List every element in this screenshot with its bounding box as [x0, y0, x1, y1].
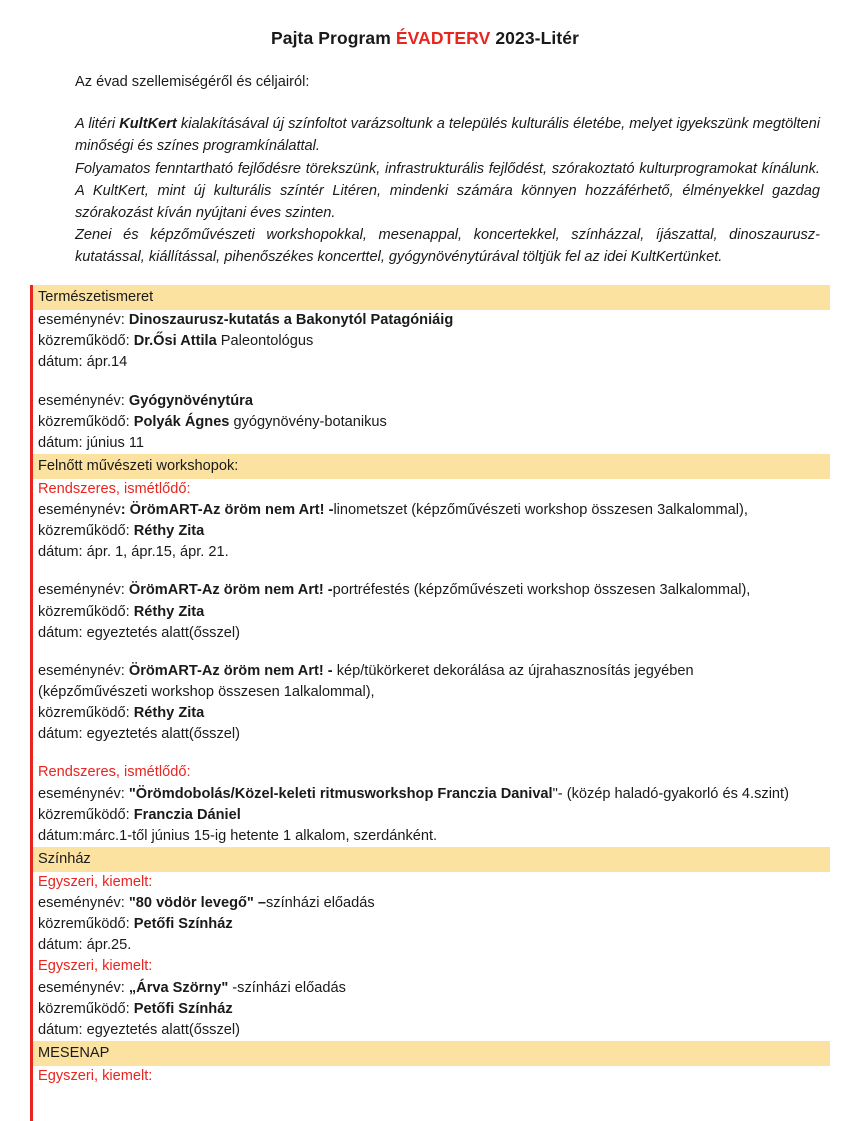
subheading-recurring: Rendszeres, ismétlődő:	[38, 480, 191, 497]
title-part-1: Pajta Program	[270, 28, 396, 48]
event-name-continuation: (képzőművészeti workshop összesen 1alkalommal),	[38, 684, 375, 700]
event-name-label: eseménynév:	[38, 312, 129, 329]
event-name-value: ÖrömART-Az öröm nem Art! -	[128, 582, 333, 599]
event-name-detail: "- (közép haladó-gyakorló és 4.szint)	[552, 785, 789, 802]
event-date-row: dátum: egyeztetés alatt(ősszel)	[38, 726, 240, 743]
event-name-label: eseménynév:	[38, 392, 129, 409]
event-date-row: dátum: ápr.25.	[38, 937, 132, 954]
event-name-label: eseménynév:	[38, 662, 129, 679]
event-name-value: "Örömdobolás/Közel-keleti ritmusworkshop Franczia Danival	[128, 785, 553, 802]
event-name-row	[38, 391, 830, 412]
event-name-row	[38, 500, 830, 521]
section-header-mesenap: MESENAP	[33, 1041, 830, 1066]
section-body-workshopok	[33, 479, 830, 847]
event-date-row: dátum:márc.1-től június 15-ig hetente 1 alkalom, szerdánként.	[38, 827, 438, 844]
subheading-single: Egyszeri, kiemelt:	[38, 958, 153, 975]
event-performer-value: Réthy Zita	[133, 705, 205, 722]
event-performer-row	[38, 914, 830, 935]
subheading-single: Egyszeri, kiemelt:	[38, 873, 153, 890]
intro-p1-bold: KultKert	[119, 116, 177, 133]
row-spacer	[38, 374, 830, 391]
event-name-value: Gyógynövénytúra	[128, 392, 253, 409]
subheading-single: Egyszeri, kiemelt:	[38, 1067, 153, 1084]
event-performer-row	[38, 703, 830, 724]
event-performer-value: Franczia Dániel	[133, 806, 241, 823]
section-header-szinhaz: Színház	[33, 847, 830, 872]
event-name-detail: kép/tükörkeret dekorálása az újrahasznosítás jegyében	[336, 662, 694, 679]
event-name-label: eseménynév	[38, 501, 121, 518]
event-date-row: dátum: egyeztetés alatt(ősszel)	[38, 624, 240, 641]
section-header-termeszetismeret: Természetismeret	[33, 285, 830, 310]
event-name-value: "80 vödör levegő" –	[128, 894, 266, 911]
subheading-recurring: Rendszeres, ismétlődő:	[38, 764, 191, 781]
row-spacer	[38, 563, 830, 580]
event-date-row: dátum: ápr.14	[38, 354, 128, 371]
event-date-row: dátum: június 11	[38, 434, 145, 451]
event-performer-label: közreműködő:	[38, 413, 134, 430]
event-name-value: : ÖrömART-Az öröm nem Art! -	[120, 501, 334, 518]
event-performer-role: Paleontológus	[216, 333, 314, 350]
event-name-value: „Árva Szörny"	[128, 979, 229, 996]
event-performer-row	[38, 805, 830, 826]
event-name-row	[38, 310, 830, 331]
event-performer-label: közreműködő:	[38, 523, 134, 540]
event-name-label: eseménynév:	[38, 894, 129, 911]
event-performer-role: gyógynövény-botanikus	[229, 413, 387, 430]
intro-lead: Az évad szellemiségéről és céljairól:	[75, 74, 310, 90]
event-performer-value: Petőfi Színház	[133, 916, 233, 933]
event-performer-value: Dr.Ősi Attila	[133, 333, 217, 350]
section-body-mesenap	[33, 1066, 830, 1121]
event-performer-row	[38, 331, 830, 352]
event-name-row	[38, 661, 830, 682]
event-performer-value: Polyák Ágnes	[133, 413, 230, 430]
event-name-row	[38, 978, 830, 999]
intro-block	[0, 71, 850, 268]
row-spacer	[38, 745, 830, 762]
event-performer-value: Réthy Zita	[133, 523, 205, 540]
schedule-list	[0, 285, 850, 1121]
event-date-row: dátum: egyeztetés alatt(ősszel)	[38, 1021, 240, 1038]
event-name-detail: portréfestés (képzőművészeti workshop összesen 3alkalommal),	[332, 582, 751, 599]
event-performer-row	[38, 999, 830, 1020]
event-performer-value: Petőfi Színház	[133, 1000, 233, 1017]
event-name-row	[38, 784, 830, 805]
event-date-row: dátum: ápr. 1, ápr.15, ápr. 21.	[38, 544, 229, 561]
title-accent: ÉVADTERV	[395, 28, 491, 48]
event-performer-label: közreműködő:	[38, 806, 134, 823]
event-name-label: eseménynév:	[38, 785, 129, 802]
event-name-row	[38, 580, 830, 601]
event-performer-label: közreműködő:	[38, 705, 134, 722]
event-performer-label: közreműködő:	[38, 603, 134, 620]
event-performer-label: közreműködő:	[38, 333, 134, 350]
page-cutoff-spacer	[38, 1087, 830, 1121]
title-part-2: 2023-Litér	[490, 28, 580, 48]
event-performer-label: közreműködő:	[38, 1000, 134, 1017]
event-name-value: ÖrömART-Az öröm nem Art! -	[128, 662, 337, 679]
intro-p1-post: kialakításával új színfoltot varázsoltunk a település kulturális életébe, melyet igyekszünk megtölteni minőségi és színes programkínálattal.	[75, 116, 821, 155]
event-name-label: eseménynév:	[38, 582, 129, 599]
event-performer-row	[38, 412, 830, 433]
event-name-value: Dinoszaurusz-kutatás a Bakonytól Patagóniáig	[128, 312, 454, 329]
event-performer-value: Réthy Zita	[133, 603, 205, 620]
row-spacer	[38, 644, 830, 661]
event-name-row	[38, 893, 830, 914]
section-body-termeszetismeret	[33, 310, 830, 454]
event-performer-row	[38, 521, 830, 542]
event-name-detail: -színházi előadás	[228, 979, 346, 996]
event-name-detail: linometszet (képzőművészeti workshop összesen 3alkalommal),	[333, 501, 748, 518]
section-body-szinhaz	[33, 872, 830, 1041]
intro-paragraph-1	[75, 113, 828, 157]
intro-paragraph-2: Folyamatos fenntartható fejlődésre törekszünk, infrastrukturális fejlődést, szórakoztató kulturprogramokat kínálunk. A KultKert, mint új kulturális színtér Litéren, mindenki számára könnyen hozzáférhető, élményekkel gazdag szórakozást kíván nyújtani éves szinten.	[75, 160, 820, 221]
section-header-workshopok: Felnőtt művészeti workshopok:	[33, 454, 830, 479]
event-performer-row	[38, 602, 830, 623]
event-name-label: eseménynév:	[38, 979, 129, 996]
event-name-detail: színházi előadás	[265, 894, 375, 911]
page-title	[0, 0, 850, 49]
intro-p1-pre: A litéri	[75, 116, 120, 133]
event-performer-label: közreműködő:	[38, 916, 134, 933]
intro-paragraph-3: Zenei és képzőművészeti workshopokkal, mesenappal, koncertekkel, színházzal, íjászattal, dinoszaurusz-kutatással, kiállítással, pihenőszékes koncerttel, gyógynövénytúrával töltjük fel az idei KultKertünket.	[75, 227, 820, 266]
